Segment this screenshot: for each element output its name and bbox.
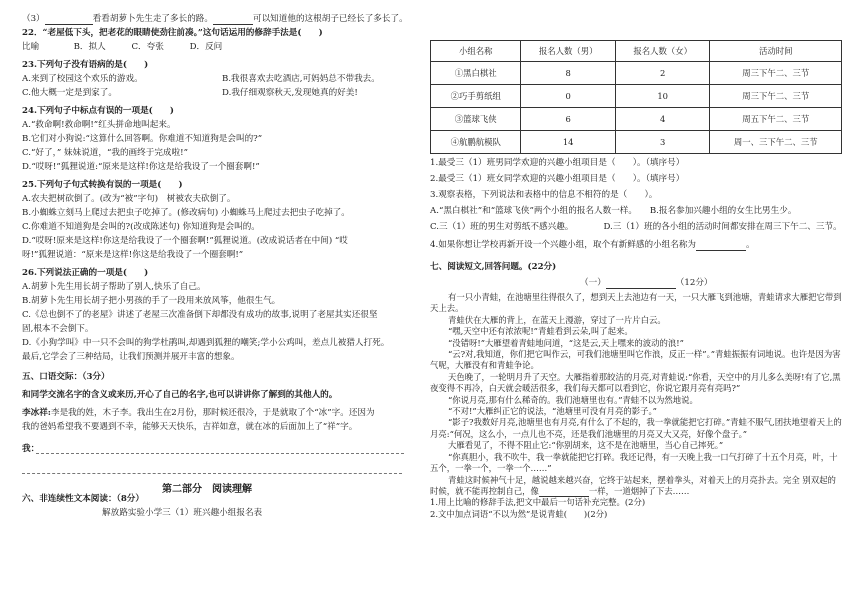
- passage-paragraph: 天色晚了，一轮明月升了天空。大雁指着那皎洁的月亮,对青蛙说:“你看，天空中的月儿多么美呀!有了它,黑夜变得不再冷，白天就会暖活很多，我们每天都可以看到它，你说它跟月亮有亮吗?”: [430, 371, 841, 394]
- right-column: [430, 0, 842, 608]
- q25-title: 25.下列句子句式转换有误的一项是( ): [22, 180, 183, 190]
- q22-title: 22．“老屋低下头，把老花的眼睛使劲往前凑。”这句话运用的修辞手法是( ): [22, 28, 323, 38]
- q6-1: 1.最受三（1）班男同学欢迎的兴趣小组项目是（ ）。（填序号）: [430, 158, 685, 168]
- table-header: 小组名称: [431, 41, 521, 62]
- table-cell: 3: [615, 131, 710, 154]
- table-cell: 0: [521, 85, 616, 108]
- q26-option-b: B.胡萝卜先生用长胡子把小男孩的手了一段用来放风筝，他很生气。: [22, 296, 281, 306]
- q25-option-a: A.农夫把树砍倒了。(改为“被”字句) 树被农夫砍倒了。: [22, 194, 236, 204]
- q24-option-b: B.它们对小狗说:“这算什么回答啊。你难道不知道狗是会叫的?”: [22, 134, 263, 144]
- table-cell: 6: [521, 108, 616, 131]
- table-cell: ③篮球飞侠: [431, 108, 521, 131]
- title-blank[interactable]: [606, 288, 676, 289]
- passage-heading: （一） （12分）: [580, 278, 713, 288]
- table-row: [431, 108, 842, 131]
- answer-blank[interactable]: [696, 250, 746, 251]
- q6-4: 4.如果你想让学校再新开设一个兴趣小组，取个有新鲜感的小组名称为 。: [430, 240, 755, 250]
- interest-group-table: [430, 40, 842, 154]
- table-cell: 周三下午二、三节: [710, 62, 842, 85]
- q23-option-a: A.来到了校园这个欢乐的游戏。: [22, 74, 143, 84]
- answer-line[interactable]: [22, 473, 402, 474]
- passage-question-1: 1.用上比喻的修辞手法,把文中最后一句话补充完整。(2分): [430, 497, 646, 508]
- table-caption: 解放路实验小学三（1）班兴趣小组报名表: [102, 508, 263, 518]
- passage-question-2: 2.文中加点词语“不以为然”是说青蛙( )(2分): [430, 508, 608, 519]
- table-cell: 8: [521, 62, 616, 85]
- q6-3-option-ab: A.“黑白棋社”和“篮球飞侠”两个小组的报名人数一样。 B.报名参加兴趣小组的女生比男生少。: [430, 206, 797, 216]
- table-row: [431, 62, 842, 85]
- q21-3: （3） 看看胡萝卜先生走了多长的路。 可以知道他的这根胡子已经长了多长了。: [22, 14, 408, 24]
- q6-2: 2.最受三（1）班女同学欢迎的兴趣小组项目是（ ）。（填序号）: [430, 174, 685, 184]
- q6-3-option-cd: C.三（1）班的男生对剪纸不感兴趣。 D.三（1）班的各小组的活动时间都安排在周三下午二、三节。: [430, 222, 842, 232]
- table-cell: 4: [615, 108, 710, 131]
- table-cell: 周一、三下午二、三节: [710, 131, 842, 154]
- passage-paragraph: “云?对,我知道，你们把它叫作云，可我们池塘里叫它作浪，反正一样”。”青蛙振振有词地说。也许是因为害气呢，大雁没有和青蛙争论。: [430, 349, 841, 371]
- part2-heading: 第二部分 阅读理解: [162, 484, 252, 495]
- q26-option-c-cont: 固,根本不会倒下。: [22, 324, 94, 334]
- q26-option-a: A.胡萝卜先生用长胡子帮助了别人,快乐了自己。: [22, 282, 206, 292]
- table-header-row: [431, 41, 842, 62]
- section5-me-label: 我：: [22, 444, 40, 454]
- passage-paragraph: “不对!”大雁纠正它的说法，“池塘里可没有月亮的影子。”: [448, 406, 657, 417]
- section5-example: 李冰祥:李是我的姓，木子李。我出生在2月份，那时候还很冷，于是就取了个“冰”字。还因为: [22, 408, 375, 418]
- reading-passage: [430, 292, 842, 520]
- passage-paragraph: “你说月亮,那有什么稀奇的。我们池塘里也有。”青蛙不以为然地说。: [448, 394, 698, 405]
- answer-blank[interactable]: [45, 24, 93, 25]
- q25-option-b: B.小蜘蛛立刻马上爬过去把虫子吃掉了。(修改病句) 小蜘蛛马上爬过去把虫子吃掉了。: [22, 208, 350, 218]
- passage-paragraph: “影子?我数好月亮,池塘里也有月亮,有什么了不起的，我一拳就能把它打碎。”青蛙不服气,团扶地望着天上的月亮:“何况，这么小，一点儿也不亮，还是我们池塘里的月亮又大又亮，好像个盘子。”: [430, 417, 842, 439]
- q25-option-d: D.“哎呀!原来是这样!你这是给我设了一个圈套啊!”狐狸说道。(改成说话者在中间) “哎: [22, 236, 348, 246]
- q26-option-c: C.《总也倒不了的老屋》讲述了老屋三次准备倒下却都没有成功的故事,说明了老屋其实还很坚: [22, 310, 378, 320]
- section5-title: 五、口语交际：（3分）: [22, 372, 110, 382]
- table-cell: 周五下午二、三节: [710, 108, 842, 131]
- q23-title: 23.下列句子没有语病的是( ): [22, 60, 149, 70]
- section6-title: 六、非连续性文本阅读：（8分）: [22, 494, 144, 504]
- q23-option-d: D.我仔细观察秋天,发现她真的好美!: [222, 88, 358, 98]
- table-cell: ④航鹏航模队: [431, 131, 521, 154]
- q24-option-d: D.“哎呀!”狐狸说道:“原来是这样!你这是给我设了一个圈套啊!”: [22, 162, 260, 172]
- table-header: 活动时间: [710, 41, 842, 62]
- table-cell: 周三下午二、三节: [710, 85, 842, 108]
- table-cell: 10: [615, 85, 710, 108]
- passage-paragraph: “嘿,天空中还有浓浓呢!”青蛙看到云朵,叫了起来。: [448, 326, 633, 337]
- q22-options: 比喻 B．拟人 C．夸张 D．反问: [22, 42, 223, 52]
- left-column: [22, 0, 408, 608]
- passage-paragraph: “没错呀!”大雁望着青蛙地问道，“这是云,天上嘿来的波动的浪!”: [448, 337, 684, 348]
- q6-3: 3.观察表格，下列说法和表格中的信息不相符的是（ ）。: [430, 190, 658, 200]
- q24-option-c: C.“好了，” 妹妹说道，“我的画终于完成啦!”: [22, 148, 188, 158]
- section5-question: 和同学交流名字的含义或来历,开心了自己的名字,也可以讲讲你了解到的其他人的。: [22, 390, 338, 400]
- q24-title: 24.下列句子中标点有误的一项是( ): [22, 106, 174, 116]
- q23-option-c: C.他大概一定是到家了。: [22, 88, 117, 98]
- table-cell: ①黑白棋社: [431, 62, 521, 85]
- passage-paragraph: “你真胆小，我不吹牛，我一拳就能把它打碎。我还记得，有一天晚上我一口气打碎了十五个月亮，叶，十五个，一拳一个，一拳一个……”: [430, 451, 838, 474]
- q26-title: 26.下列说法正确的一项是( ): [22, 268, 149, 278]
- answer-line[interactable]: [36, 453, 404, 454]
- q24-option-a: A.“救命啊!救命啊!”红头拼命地叫起来。: [22, 120, 176, 130]
- table-cell: 14: [521, 131, 616, 154]
- passage-paragraph: 有一只小青蛙，在池塘里往得很久了，想到天上去池边有一天，一只大雁飞到池塘，青蛙请求大雁把它带到天上去。: [430, 292, 842, 314]
- table-header: 报名人数（男）: [521, 41, 616, 62]
- table-header: 报名人数（女）: [615, 41, 710, 62]
- table-cell: ②巧手剪纸组: [431, 85, 521, 108]
- q25-option-c: C.你难道不知道狗是会叫的?(改成陈述句) 你知道狗是会叫的。: [22, 222, 260, 232]
- q26-option-d: D.《小狗学叫》中一只不会叫的狗学杜鹃叫,却遇到狐狸的嘲笑;学小公鸡叫，差点儿被猎人打死。: [22, 338, 390, 348]
- passage-paragraph-last: 青蛙这时候神气十足，越说越来越兴奋，它终于站起来，摆着拳头，对着天上的月亮扑去。完全 别双起的时候，就不能再控制自己，像 一样，一道烟掉了下去……: [430, 474, 836, 496]
- table-row: [431, 131, 842, 154]
- table-cell: 2: [615, 62, 710, 85]
- section7-title: 七、阅读短文,回答问题。(22分): [430, 262, 557, 272]
- q25-option-d-cont: 呀!”狐狸说道：“原来是这样!你这是给我设了一个圈套啊!”: [22, 250, 244, 260]
- section5-example-cont: 我的爸妈希望我不要遇到不幸，能够天天快乐，吉祥如意，就在冰的后面加上了“祥”字。: [22, 422, 358, 432]
- q26-option-d-cont: 最后,它学会了三种结局，让我们预测并展开丰富的想象。: [22, 352, 240, 362]
- passage-paragraph: 青蛙伏在大雁的背上，在蓝天上漫游，穿过了一片片白云。: [448, 314, 666, 325]
- q23-option-b: B.我很喜欢去吃酒店,可妈妈总不带我去。: [222, 74, 380, 84]
- table-row: [431, 85, 842, 108]
- answer-blank[interactable]: [213, 24, 253, 25]
- passage-paragraph: 大雁看见了，不得不阻止它:“你别胡来，这不是在池塘里，当心自己摔死。”: [448, 440, 724, 451]
